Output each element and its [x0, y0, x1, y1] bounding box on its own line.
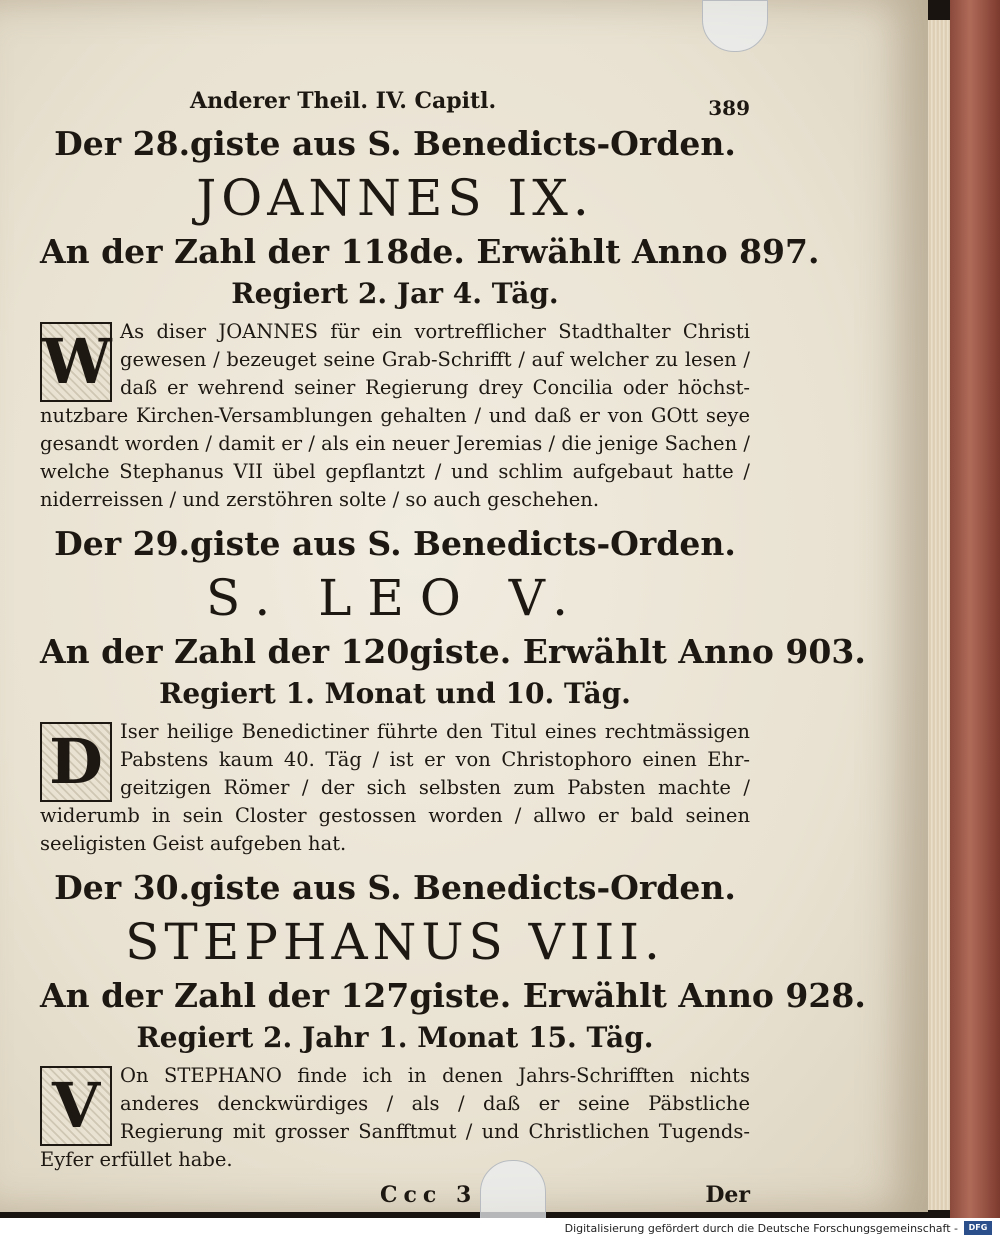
number-line: An der Zahl der 118de. Erwählt Anno 897. [40, 232, 820, 271]
page-footer [40, 1182, 750, 1212]
page-number: 389 [708, 96, 750, 120]
pope-section [40, 122, 820, 514]
number-line: An der Zahl der 120giste. Erwählt Anno 903. [40, 632, 866, 671]
book-cover-edge [950, 0, 1000, 1218]
catchword: Der [705, 1182, 750, 1208]
paragraph-text: Iser heilige Benedictiner führte den Titul eines rechtmässigen Pabstens kaum 40. Täg / ist er von Christophoro einen Ehr-geitzigen Römer / der sich selbsten zum Pabsten machte / widerumb in sein Closter gestossen worden / allwo er bald seinen seeligisten Geist aufgeben hat. [40, 720, 750, 855]
order-line: Der 29.giste aus S. Benedicts-Orden. [54, 524, 736, 563]
dropcap: D [40, 722, 112, 802]
pope-section [40, 866, 866, 1174]
running-head-title: Anderer Theil. IV. Capitl. [190, 88, 497, 114]
order-line: Der 28.giste aus S. Benedicts-Orden. [54, 124, 736, 163]
order-line: Der 30.giste aus S. Benedicts-Orden. [54, 868, 736, 907]
pope-section [40, 522, 866, 858]
page-text [40, 80, 866, 1212]
dropcap: W [40, 322, 112, 402]
body-paragraph [40, 718, 750, 858]
reign-line: Regiert 1. Monat und 10. Täg. [159, 677, 631, 710]
signature-mark: Ccc 3 [380, 1182, 478, 1208]
body-paragraph [40, 318, 750, 514]
reign-line: Regiert 2. Jahr 1. Monat 15. Täg. [136, 1021, 654, 1054]
paragraph-text: As diser JOANNES für ein vortrefflicher Stadthalter Christi gewesen / bezeuget seine Grab-Schrifft / auf welcher zu lesen / daß er wehrend seiner Regierung drey Concilia oder höchst-nutzbare Kirchen-Versamblungen gehalten / und daß er von GOtt seye gesandt worden / damit er / als ein neuer Jeremias / die jenige Sachen / welche Stephanus VII übel gepflantzt / und schlim aufgebaut hatte / niderreissen / und zerstöhren solte / so auch geschehen. [40, 320, 750, 511]
running-head [40, 80, 750, 122]
pope-name: S. LEO V. [205, 569, 585, 627]
credit-bar [0, 1218, 1000, 1239]
paragraph-text: On STEPHANO finde ich in denen Jahrs-Schrifften nichts anderes denckwürdiges / als / daß er seine Päbstliche Regierung mit grosser Sanfftmut / und Christlichen Tugends-Eyfer erfüllet habe. [40, 1064, 750, 1171]
reign-line: Regiert 2. Jar 4. Täg. [231, 277, 559, 310]
pope-name: STEPHANUS VIII. [125, 913, 665, 971]
dropcap: V [40, 1066, 112, 1146]
credit-text: Digitalisierung gefördert durch die Deutsche Forschungsgemeinschaft - [564, 1222, 958, 1235]
body-paragraph [40, 1062, 750, 1174]
pope-name: JOANNES IX. [196, 169, 594, 227]
dfg-logo-icon: DFG [964, 1221, 992, 1235]
number-line: An der Zahl der 127giste. Erwählt Anno 928. [40, 976, 866, 1015]
